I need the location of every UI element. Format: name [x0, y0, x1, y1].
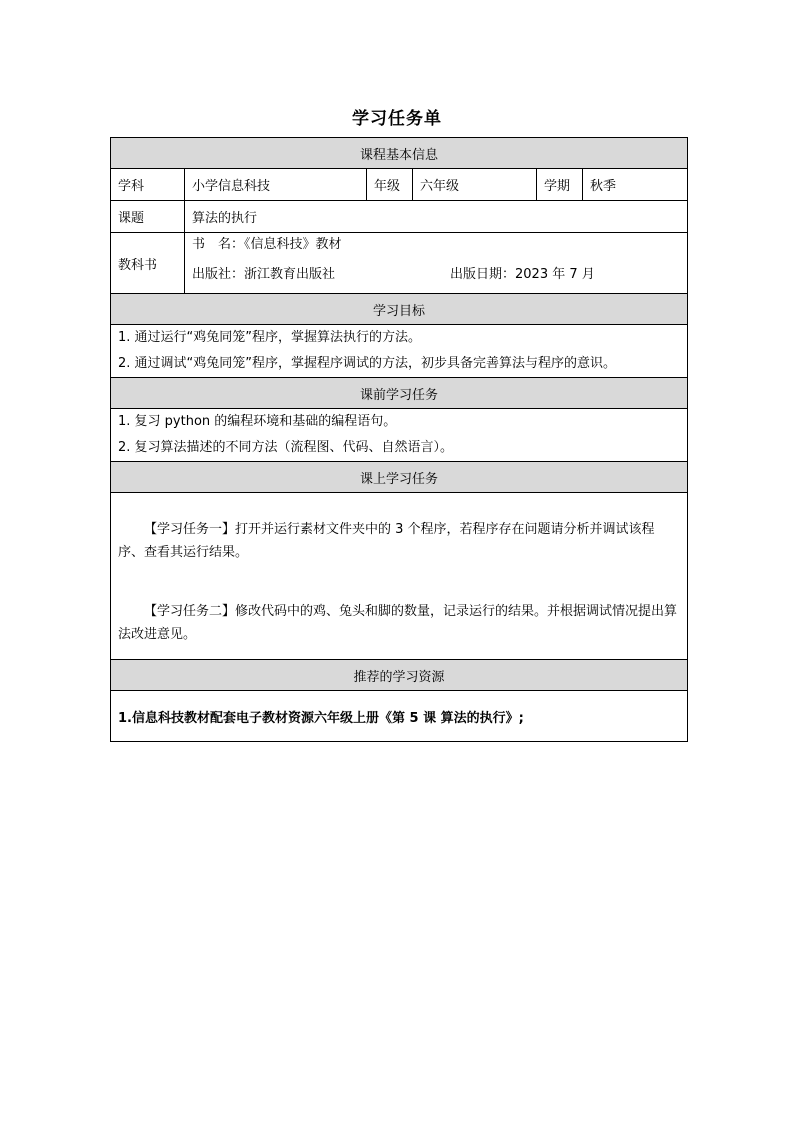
topic-label: 课题	[111, 201, 185, 233]
page-title: 学习任务单	[352, 109, 442, 129]
list-item: 1. 通过运行“鸡兔同笼”程序，掌握算法执行的方法。	[118, 330, 422, 345]
section-basic-info: 课程基本信息	[111, 138, 688, 169]
topic-value: 算法的执行	[185, 201, 688, 233]
pre-tasks-list	[111, 409, 688, 462]
grade-value: 六年级	[413, 169, 537, 201]
resource-item: 1.信息科技教材配套电子教材资源六年级上册《第 5 课 算法的执行》;	[111, 691, 688, 742]
list-item: 2. 复习算法描述的不同方法（流程图、代码、自然语言）。	[118, 440, 454, 455]
task-sheet-table	[110, 137, 688, 742]
pub-date: 出版日期：2023 年 7 月	[450, 267, 595, 282]
class-task-2: 【学习任务二】修改代码中的鸡、兔头和脚的数量，记录运行的结果。并根据调试情况提出算法改进意见。	[118, 604, 678, 642]
term-value: 秋季	[583, 169, 688, 201]
section-class-tasks: 课上学习任务	[111, 462, 688, 493]
term-label: 学期	[537, 169, 583, 201]
goals-list	[111, 325, 688, 378]
textbook-info	[185, 233, 688, 294]
book-name: 书 名：《信息科技》教材	[192, 237, 342, 252]
section-pre-tasks: 课前学习任务	[111, 378, 688, 409]
publisher-line	[192, 263, 680, 293]
subject-label: 学科	[111, 169, 185, 201]
textbook-label: 教科书	[111, 233, 185, 294]
list-item: 2. 通过调试“鸡兔同笼”程序，掌握程序调试的方法，初步具备完善算法与程序的意识。	[118, 356, 617, 371]
class-task-1: 【学习任务一】打开并运行素材文件夹中的 3 个程序，若程序存在问题请分析并调试该程序、查看其运行结果。	[118, 522, 655, 560]
grade-label: 年级	[367, 169, 413, 201]
list-item: 1. 复习 python 的编程环境和基础的编程语句。	[118, 414, 397, 429]
class-tasks-content	[111, 493, 688, 660]
section-goals: 学习目标	[111, 294, 688, 325]
section-resources: 推荐的学习资源	[111, 660, 688, 691]
subject-value: 小学信息科技	[185, 169, 367, 201]
book-name-line	[192, 233, 680, 263]
publisher: 出版社：浙江教育出版社	[192, 267, 336, 282]
